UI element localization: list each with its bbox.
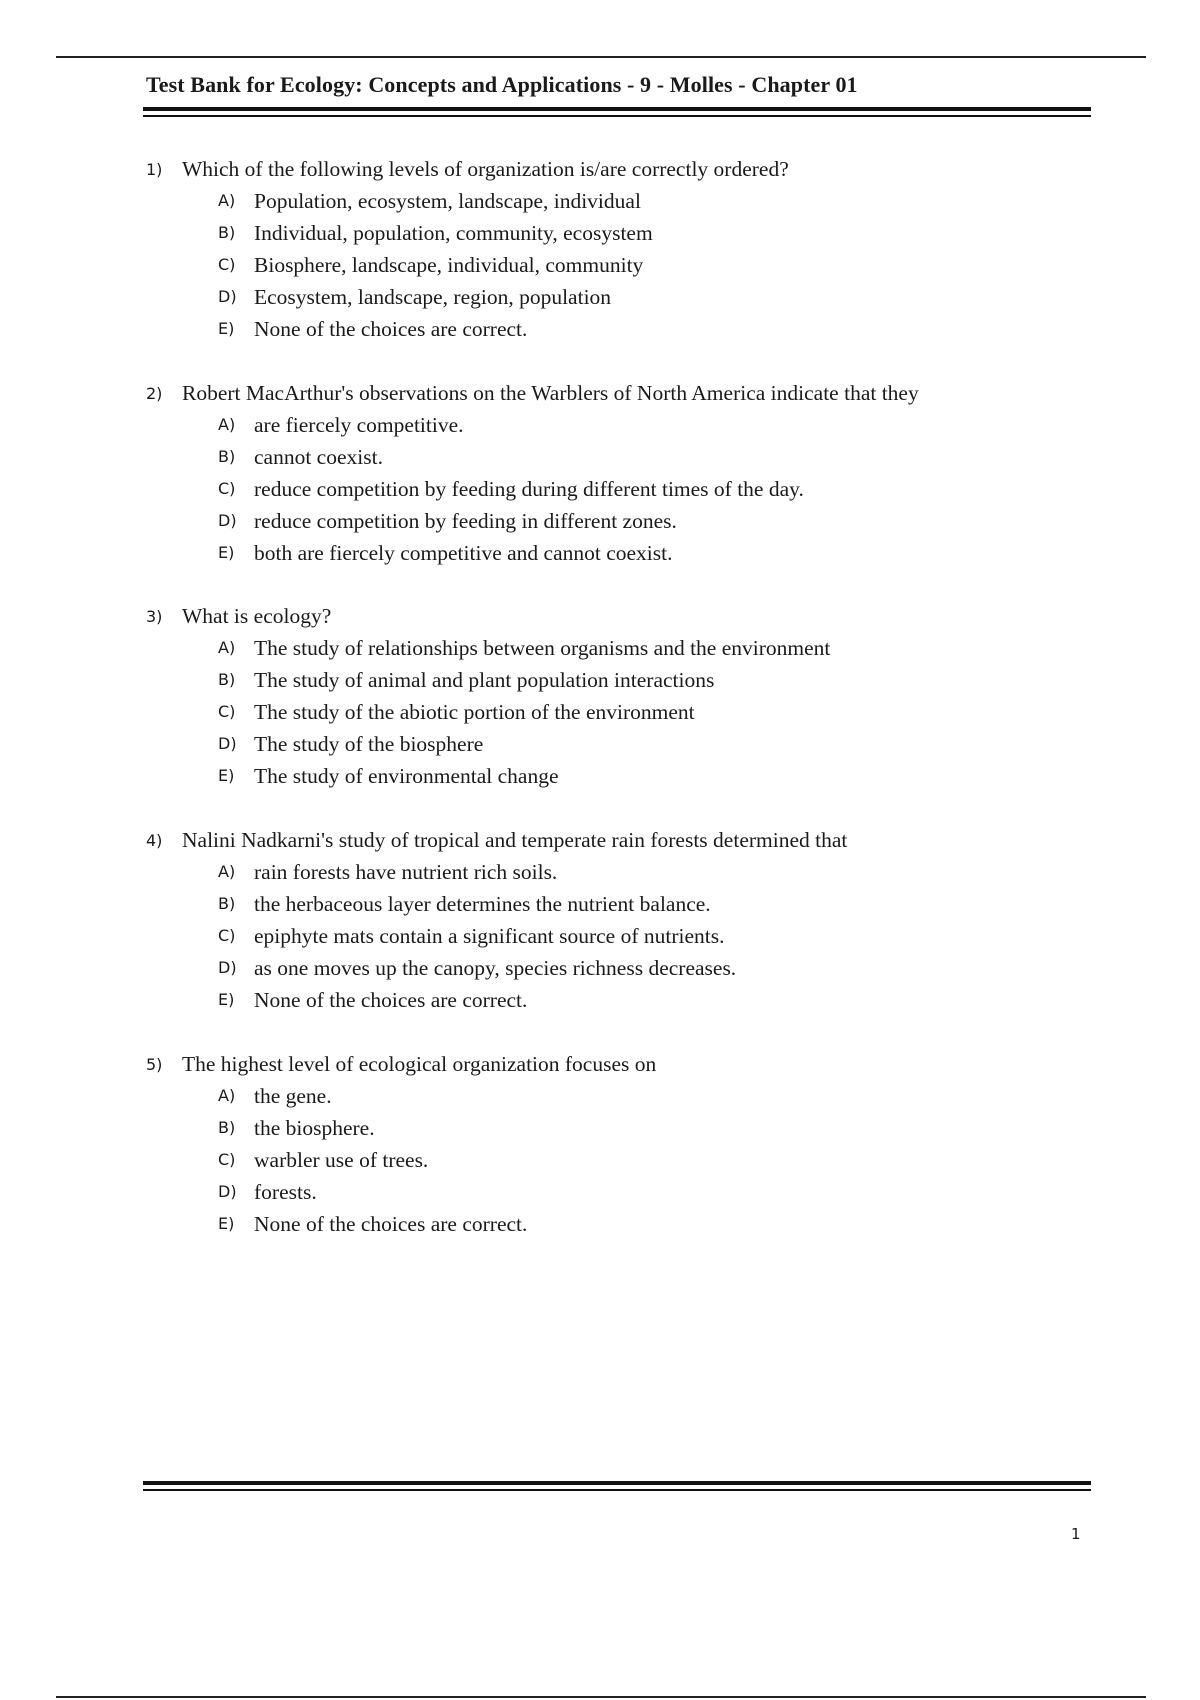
question-text: The highest level of ecological organization focuses on — [182, 1052, 657, 1076]
option-text: None of the choices are correct. — [254, 988, 528, 1012]
top-page-rule — [56, 56, 1146, 58]
option-letter: B) — [218, 223, 236, 242]
option-text: rain forests have nutrient rich soils. — [254, 860, 558, 884]
option-letter: E) — [218, 319, 235, 338]
option-letter: A) — [218, 638, 236, 657]
option-d — [146, 1176, 1106, 1208]
option-text: are fiercely competitive. — [254, 413, 464, 437]
option-letter: E) — [218, 990, 235, 1009]
option-text: reduce competition by feeding in different zones. — [254, 509, 677, 533]
page-number: 1 — [1071, 1525, 1081, 1543]
question-number: 3) — [146, 607, 163, 626]
option-text: warbler use of trees. — [254, 1148, 429, 1172]
option-d — [146, 281, 1106, 313]
option-letter: E) — [218, 543, 235, 562]
question-2 — [146, 377, 1106, 569]
option-text: cannot coexist. — [254, 445, 383, 469]
option-text: Individual, population, community, ecosystem — [254, 221, 653, 245]
page-title: Test Bank for Ecology: Concepts and Applications - 9 - Molles - Chapter 01 — [146, 72, 858, 97]
option-a — [146, 409, 1106, 441]
option-text: The study of the biosphere — [254, 732, 484, 756]
option-text: epiphyte mats contain a significant source of nutrients. — [254, 924, 725, 948]
question-4 — [146, 824, 1106, 1016]
option-text: The study of environmental change — [254, 764, 559, 788]
option-letter: B) — [218, 1118, 236, 1137]
option-d — [146, 505, 1106, 537]
option-text: Population, ecosystem, landscape, individual — [254, 189, 641, 213]
option-text: Biosphere, landscape, individual, community — [254, 253, 644, 277]
option-letter: D) — [218, 1182, 237, 1201]
option-b — [146, 664, 1106, 696]
option-text: the biosphere. — [254, 1116, 375, 1140]
bottom-page-rule — [56, 1696, 1146, 1698]
question-1 — [146, 153, 1106, 345]
question-text: Which of the following levels of organization is/are correctly ordered? — [182, 157, 789, 181]
option-d — [146, 728, 1106, 760]
option-a — [146, 185, 1106, 217]
option-text: None of the choices are correct. — [254, 1212, 528, 1236]
option-b — [146, 441, 1106, 473]
option-c — [146, 1144, 1106, 1176]
option-letter: A) — [218, 415, 236, 434]
question-number: 2) — [146, 384, 163, 403]
option-letter: E) — [218, 766, 235, 785]
option-c — [146, 249, 1106, 281]
option-a — [146, 1080, 1106, 1112]
option-text: The study of the abiotic portion of the environment — [254, 700, 695, 724]
option-c — [146, 473, 1106, 505]
option-letter: B) — [218, 894, 236, 913]
option-e — [146, 537, 1106, 569]
option-letter: C) — [218, 479, 236, 498]
option-e — [146, 760, 1106, 792]
option-b — [146, 217, 1106, 249]
option-a — [146, 856, 1106, 888]
option-text: forests. — [254, 1180, 317, 1204]
question-number: 5) — [146, 1055, 163, 1074]
option-text: both are fiercely competitive and cannot coexist. — [254, 541, 673, 565]
option-letter: D) — [218, 511, 237, 530]
option-letter: C) — [218, 926, 236, 945]
option-text: as one moves up the canopy, species richness decreases. — [254, 956, 737, 980]
option-text: reduce competition by feeding during different times of the day. — [254, 477, 804, 501]
header-double-rule — [143, 107, 1091, 117]
option-letter: D) — [218, 287, 237, 306]
option-letter: B) — [218, 447, 236, 466]
option-text: The study of animal and plant population interactions — [254, 668, 715, 692]
option-letter: D) — [218, 734, 237, 753]
option-e — [146, 1208, 1106, 1240]
option-text: The study of relationships between organisms and the environment — [254, 636, 831, 660]
option-d — [146, 952, 1106, 984]
option-letter: A) — [218, 191, 236, 210]
option-letter: C) — [218, 702, 236, 721]
option-text: None of the choices are correct. — [254, 317, 528, 341]
option-e — [146, 313, 1106, 345]
option-c — [146, 696, 1106, 728]
question-text: Nalini Nadkarni's study of tropical and temperate rain forests determined that — [182, 828, 848, 852]
option-letter: B) — [218, 670, 236, 689]
question-3 — [146, 600, 1106, 792]
option-text: Ecosystem, landscape, region, population — [254, 285, 612, 309]
option-letter: C) — [218, 1150, 236, 1169]
question-5 — [146, 1048, 1106, 1240]
question-number: 1) — [146, 160, 163, 179]
option-b — [146, 888, 1106, 920]
question-text: What is ecology? — [182, 604, 332, 628]
option-letter: A) — [218, 1086, 236, 1105]
question-number: 4) — [146, 831, 163, 850]
footer-double-rule — [143, 1481, 1091, 1491]
question-text: Robert MacArthur's observations on the Warblers of North America indicate that they — [182, 381, 919, 405]
option-letter: C) — [218, 255, 236, 274]
option-text: the gene. — [254, 1084, 332, 1108]
option-letter: E) — [218, 1214, 235, 1233]
option-e — [146, 984, 1106, 1016]
option-b — [146, 1112, 1106, 1144]
option-letter: D) — [218, 958, 237, 977]
option-c — [146, 920, 1106, 952]
option-a — [146, 632, 1106, 664]
option-text: the herbaceous layer determines the nutrient balance. — [254, 892, 711, 916]
option-letter: A) — [218, 862, 236, 881]
